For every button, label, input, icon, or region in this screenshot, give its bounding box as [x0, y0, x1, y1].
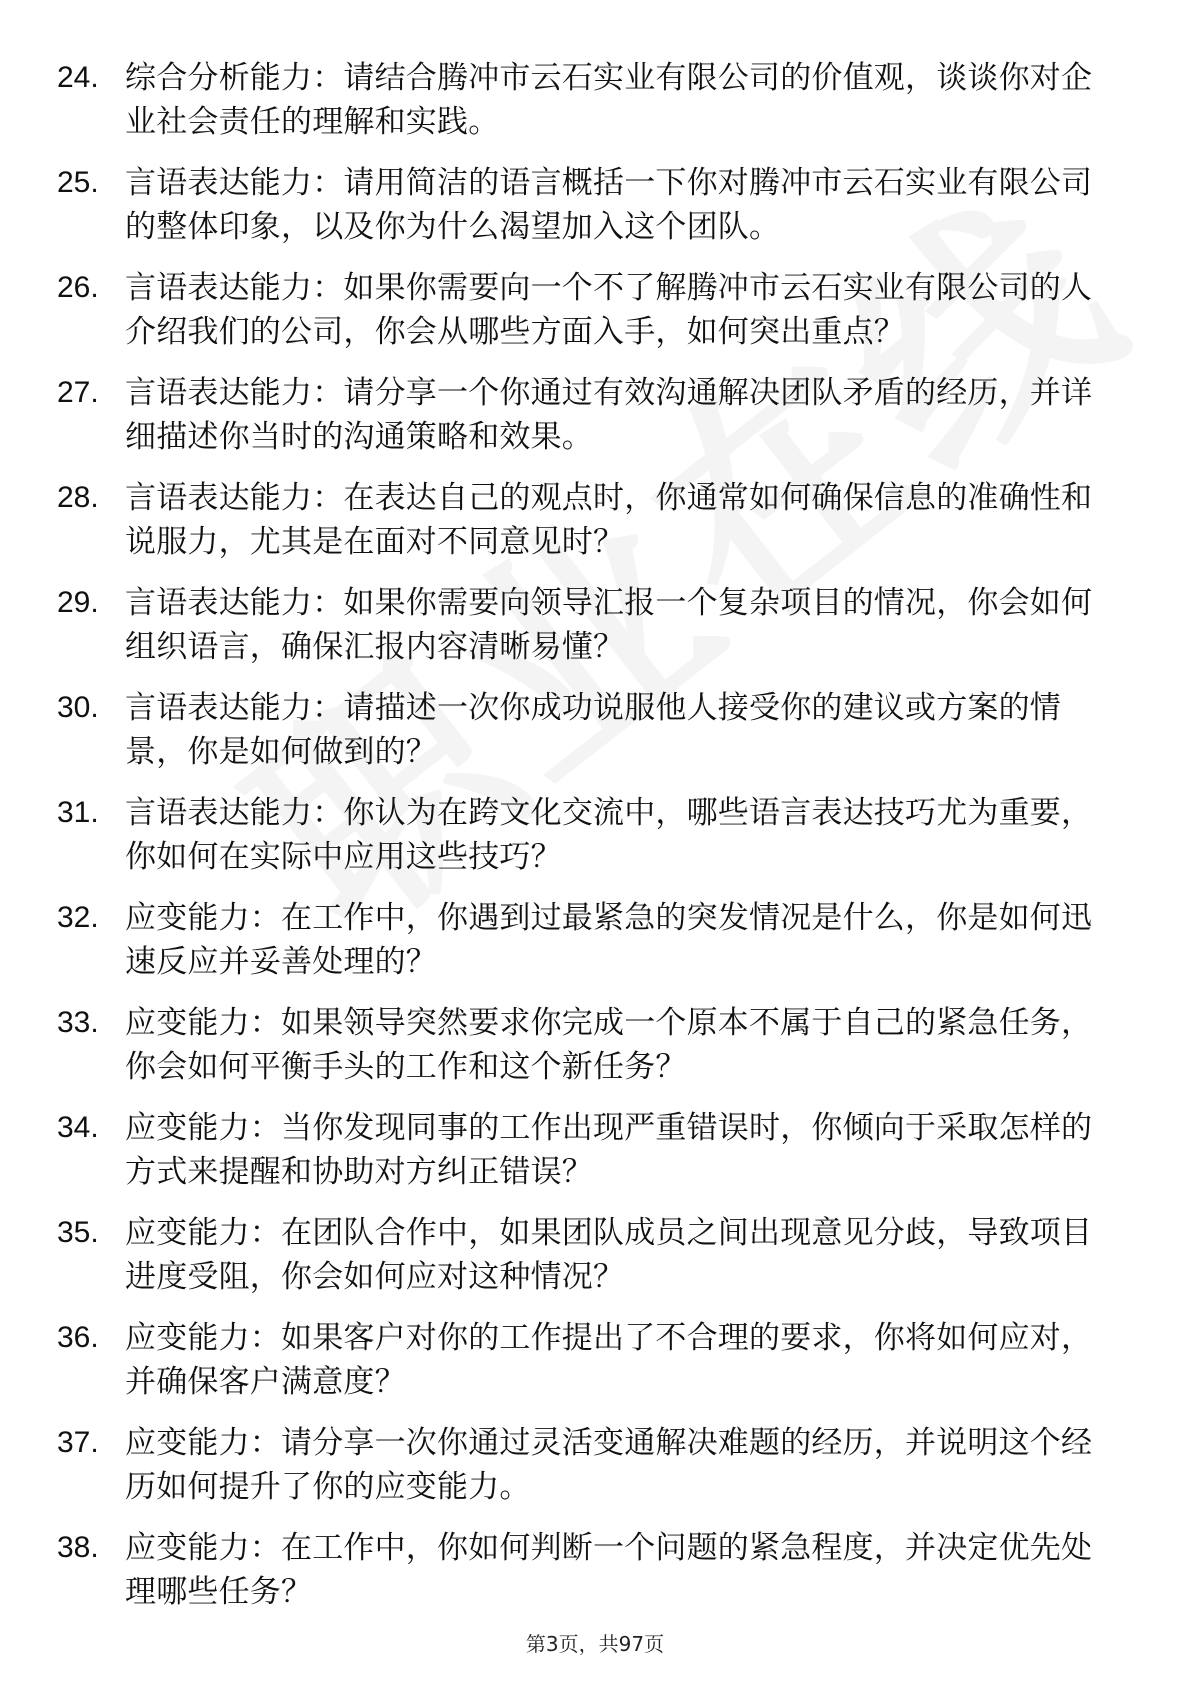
- question-item: [0, 1203, 1190, 1308]
- question-number: 26.: [57, 271, 99, 304]
- question-number: 30.: [57, 691, 99, 724]
- question-number: 28.: [57, 481, 99, 514]
- question-item: [0, 1308, 1190, 1413]
- question-number: 24.: [57, 61, 99, 94]
- question-item: [0, 573, 1190, 678]
- question-text: 应变能力：当你发现同事的工作出现严重错误时，你倾向于采取怎样的方式来提醒和协助对方纠正错误？: [125, 1110, 1093, 1190]
- question-text: 言语表达能力：你认为在跨文化交流中，哪些语言表达技巧尤为重要，你如何在实际中应用这些技巧？: [125, 795, 1093, 875]
- question-text: 言语表达能力：请描述一次你成功说服他人接受你的建议或方案的情景，你是如何做到的？: [125, 690, 1061, 770]
- question-number: 27.: [57, 376, 99, 409]
- question-item: [0, 153, 1190, 258]
- question-item: [0, 783, 1190, 888]
- question-number: 34.: [57, 1111, 99, 1144]
- question-item: [0, 468, 1190, 573]
- question-item: [0, 1518, 1190, 1623]
- question-text: 言语表达能力：如果你需要向领导汇报一个复杂项目的情况，你会如何组织语言，确保汇报内容清晰易懂？: [125, 585, 1093, 665]
- question-text: 综合分析能力：请结合腾冲市云石实业有限公司的价值观，谈谈你对企业社会责任的理解和实践。: [125, 60, 1093, 140]
- question-item: [0, 1098, 1190, 1203]
- question-list: [0, 48, 1190, 1623]
- question-text: 应变能力：在团队合作中，如果团队成员之间出现意见分歧，导致项目进度受阻，你会如何应对这种情况？: [125, 1215, 1093, 1295]
- question-item: [0, 48, 1190, 153]
- question-text: 应变能力：请分享一次你通过灵活变通解决难题的经历，并说明这个经历如何提升了你的应变能力。: [125, 1425, 1093, 1505]
- question-number: 36.: [57, 1321, 99, 1354]
- question-item: [0, 1413, 1190, 1518]
- question-text: 应变能力：在工作中，你遇到过最紧急的突发情况是什么，你是如何迅速反应并妥善处理的？: [125, 900, 1093, 980]
- page-footer: 第3页，共97页: [525, 1632, 665, 1656]
- question-text: 应变能力：在工作中，你如何判断一个问题的紧急程度，并决定优先处理哪些任务？: [125, 1530, 1093, 1610]
- question-number: 31.: [57, 796, 99, 829]
- question-text: 应变能力：如果客户对你的工作提出了不合理的要求，你将如何应对，并确保客户满意度？: [125, 1320, 1093, 1400]
- question-text: 应变能力：如果领导突然要求你完成一个原本不属于自己的紧急任务，你会如何平衡手头的工作和这个新任务？: [125, 1005, 1093, 1085]
- question-number: 35.: [57, 1216, 99, 1249]
- question-text: 言语表达能力：如果你需要向一个不了解腾冲市云石实业有限公司的人介绍我们的公司，你会从哪些方面入手，如何突出重点？: [125, 270, 1093, 350]
- question-number: 32.: [57, 901, 99, 934]
- question-number: 29.: [57, 586, 99, 619]
- question-item: [0, 993, 1190, 1098]
- question-item: [0, 888, 1190, 993]
- question-number: 33.: [57, 1006, 99, 1039]
- question-item: [0, 258, 1190, 363]
- question-text: 言语表达能力：在表达自己的观点时，你通常如何确保信息的准确性和说服力，尤其是在面对不同意见时？: [125, 480, 1093, 560]
- question-item: [0, 363, 1190, 468]
- question-number: 25.: [57, 166, 99, 199]
- question-item: [0, 678, 1190, 783]
- question-number: 38.: [57, 1531, 99, 1564]
- question-number: 37.: [57, 1426, 99, 1459]
- question-text: 言语表达能力：请用简洁的语言概括一下你对腾冲市云石实业有限公司的整体印象，以及你为什么渴望加入这个团队。: [125, 165, 1093, 245]
- question-text: 言语表达能力：请分享一个你通过有效沟通解决团队矛盾的经历，并详细描述你当时的沟通策略和效果。: [125, 375, 1093, 455]
